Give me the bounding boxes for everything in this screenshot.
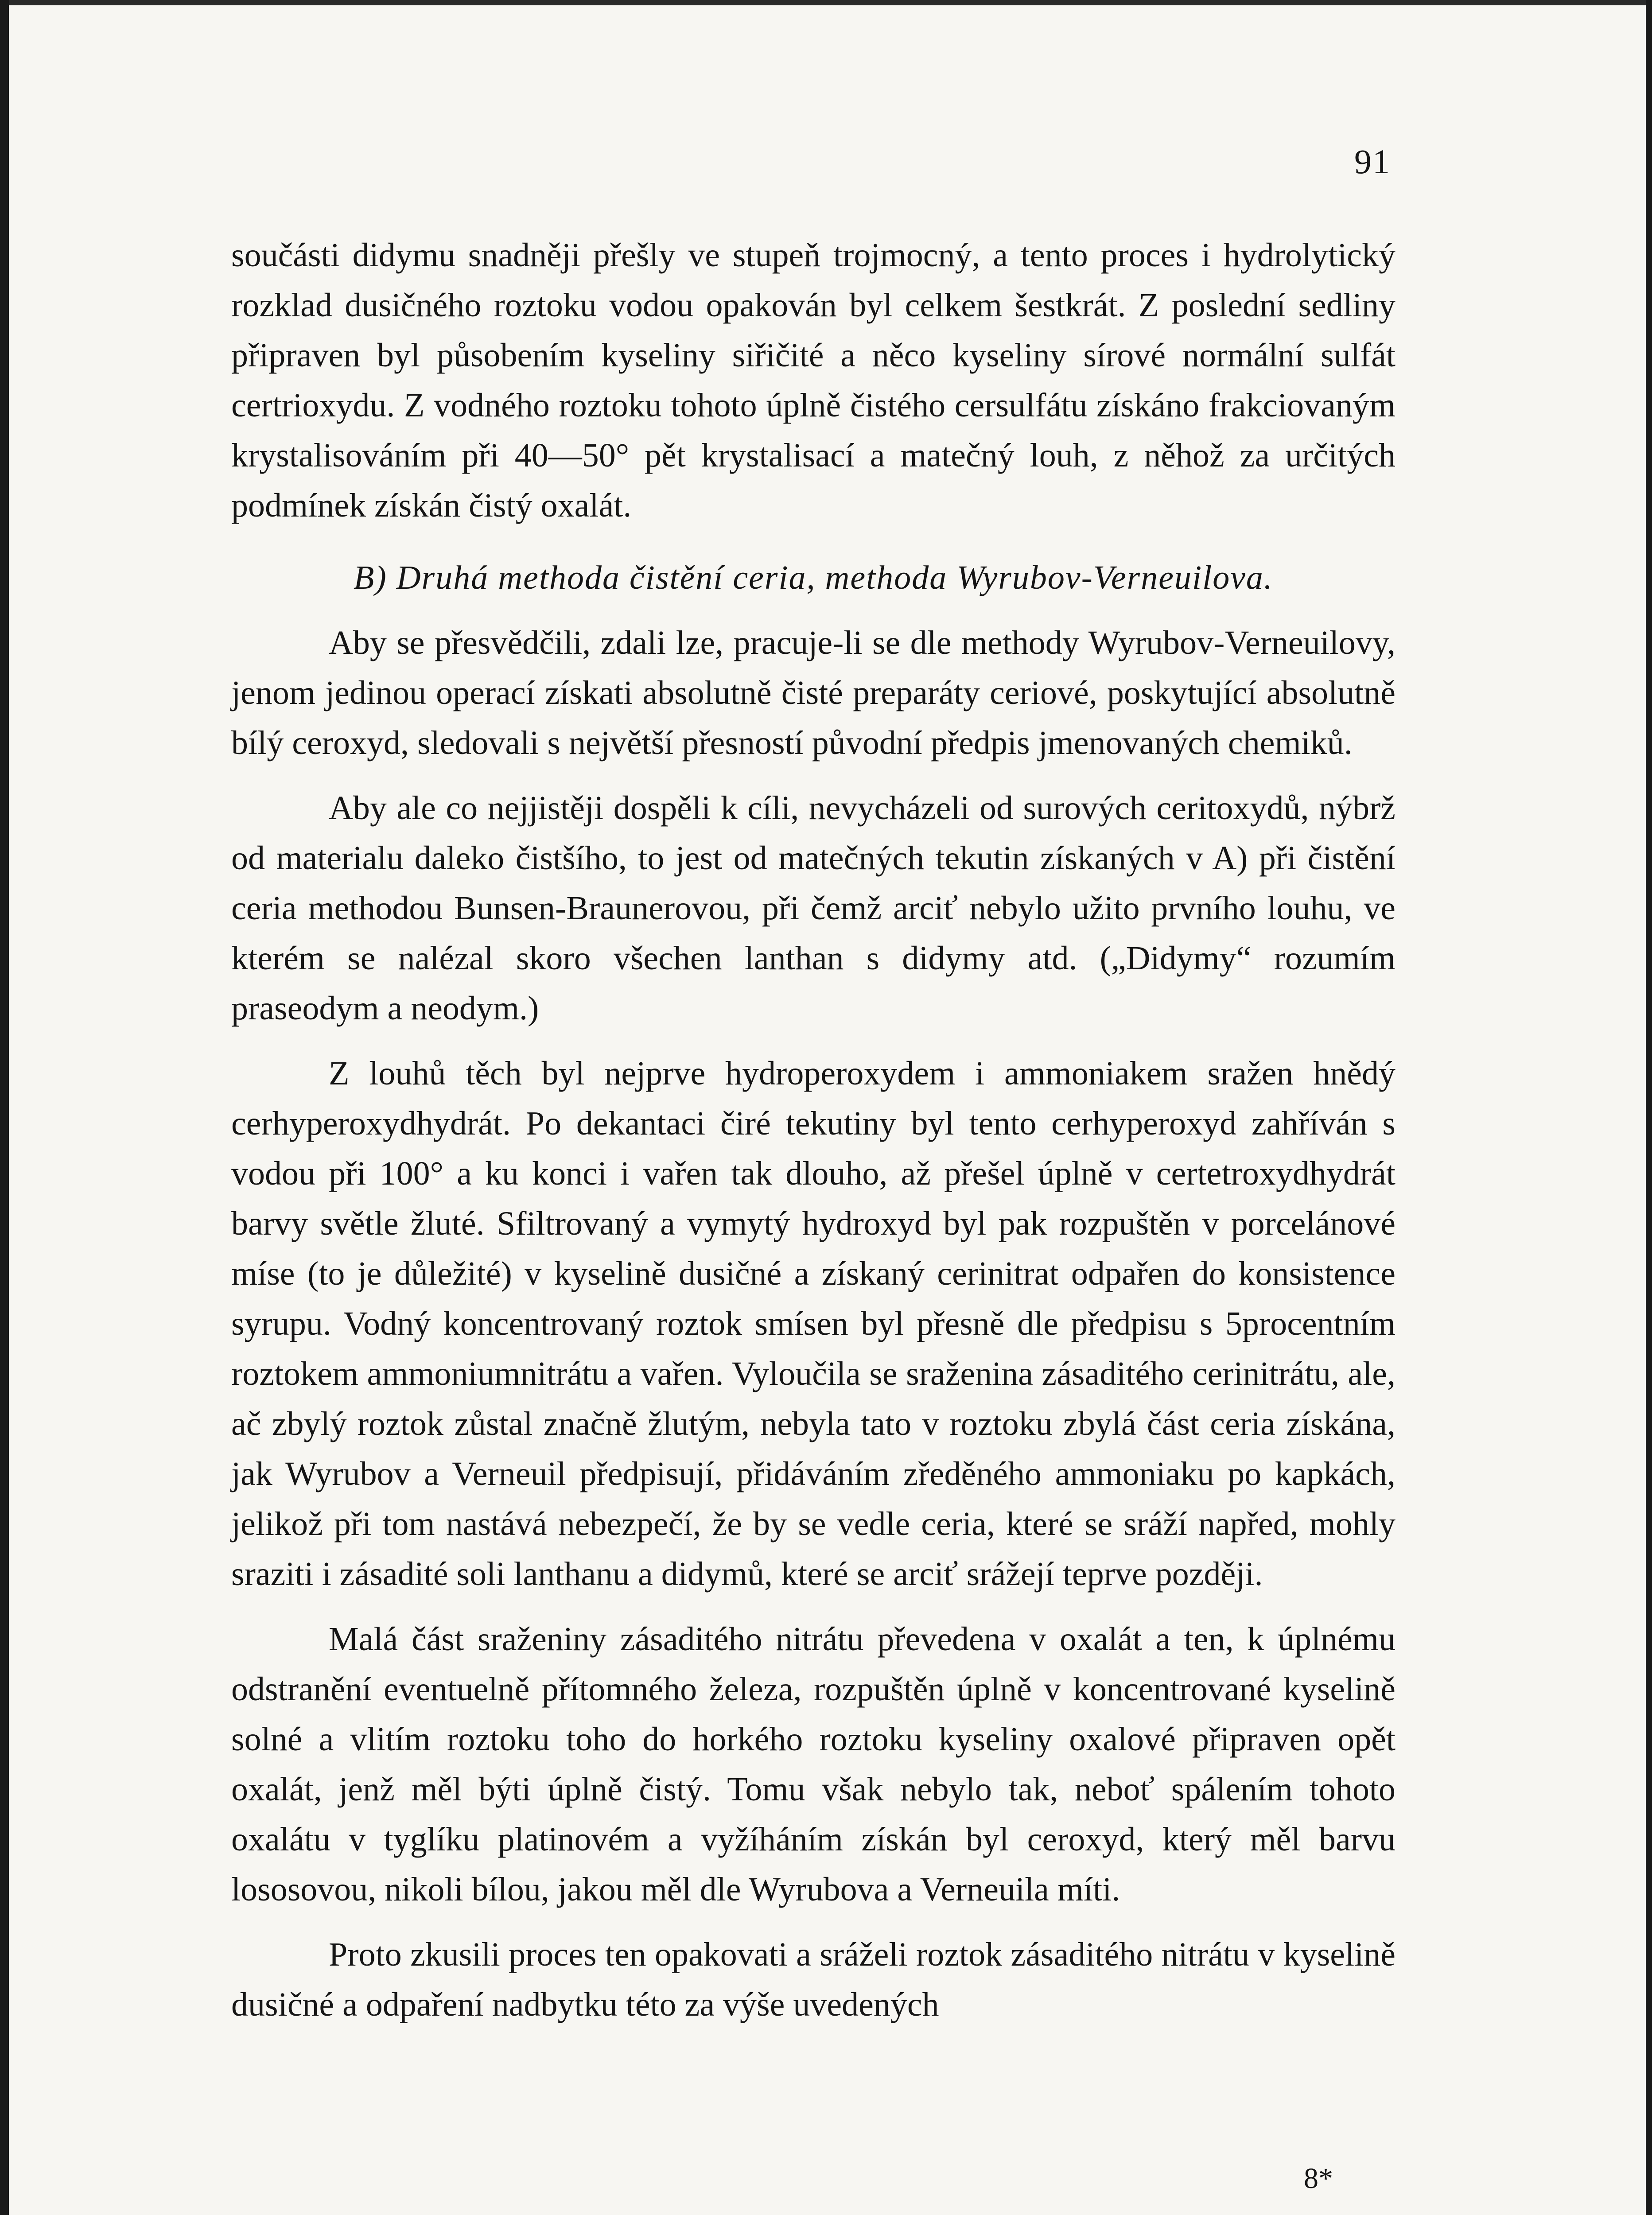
- paragraph-2: Aby se přesvědčili, zdali lze, pracuje-li se dle methody Wyrubov-Verneuilovy, jenom jedinou operací získati absolutně čisté preparáty ceriové, poskytující absolutně bílý ceroxyd, sledovali s největší přesností původní předpis jmenovaných chemiků.: [231, 624, 1395, 762]
- scan-edge-right: [1646, 0, 1652, 2215]
- section-heading: B) Druhá methoda čistění ceria, methoda Wyrubov-Verneuilova.: [354, 559, 1273, 596]
- printer-signature-mark: 8*: [1304, 2162, 1333, 2195]
- paragraph-5: Malá část sraženiny zásaditého nitrátu převedena v oxalát a ten, k úplnému odstranění eventuelně přítomného železa, rozpuštěn úplně v koncentrované kyselině solné a vlitím roztoku toho do horkého roztoku kyseliny oxalové připraven opět oxalát, jenž měl býti úplně čistý. Tomu však nebylo tak, neboť spálením tohoto oxalátu v tyglíku platinovém a vyžíháním získán byl ceroxyd, který měl barvu lososovou, nikoli bílou, jakou měl dle Wyrubova a Verneuila míti.: [231, 1620, 1395, 1908]
- body-text: [231, 230, 1395, 2030]
- paragraph-6: Proto zkusili proces ten opakovati a sráželi roztok zásaditého nitrátu v kyselině dusičné a odpaření nadbytku této za výše uvedených: [231, 1936, 1395, 2023]
- page-number: 91: [1354, 142, 1391, 181]
- paragraph-3: Aby ale co nejjistěji dospěli k cíli, nevycházeli od surových ceritoxydů, nýbrž od materialu daleko čistšího, to jest od matečných tekutin získaných v A) při čistění ceria methodou Bunsen-Braunerovou, při čemž arciť nebylo užito prvního louhu, ve kterém se nalézal skoro všechen lanthan s didymy atd. („Didymy“ rozumím praseodym a neodym.): [231, 789, 1395, 1027]
- paragraph-4: Z louhů těch byl nejprve hydroperoxydem i ammoniakem sražen hnědý cerhyperoxydhydrát. Po dekantaci čiré tekutiny byl tento cerhyperoxyd zahříván s vodou při 100° a ku konci i vařen tak dlouho, až přešel úplně v certetroxydhydrát barvy světle žluté. Sfiltrovaný a vymytý hydroxyd byl pak rozpuštěn v porcelánové míse (to je důležité) v kyselině dusičné a získaný cerinitrat odpařen do konsistence syrupu. Vodný koncentrovaný roztok smísen byl přesně dle předpisu s 5procentním roztokem ammoniumnitrátu a vařen. Vyloučila se sraženina zásaditého cerinitrátu, ale, ač zbylý roztok zůstal značně žlutým, nebyla tato v roztoku zbylá část ceria získána, jak Wyrubov a Verneuil předpisují, přidáváním zředěného ammoniaku po kapkách, jelikož při tom nastává nebezpečí, že by se vedle ceria, které se sráží napřed, mohly sraziti i zásadité soli lanthanu a didymů, které se arciť srážejí teprve později.: [231, 1055, 1395, 1593]
- scan-edge-top: [0, 0, 1652, 5]
- scan-edge-left: [0, 0, 9, 2215]
- paragraph-1: součásti didymu snadněji přešly ve stupeň trojmocný, a tento proces i hydrolytický rozklad dusičného roztoku vodou opakován byl celkem šestkrát. Z poslední sedliny připraven byl působením kyseliny siřičité a něco kyseliny sírové normální sulfát certrioxydu. Z vodného roztoku tohoto úplně čistého cersulfátu získáno frakciovaným krystalisováním při 40—50° pět krystalisací a matečný louh, z něhož za určitých podmínek získán čistý oxalát.: [231, 237, 1395, 524]
